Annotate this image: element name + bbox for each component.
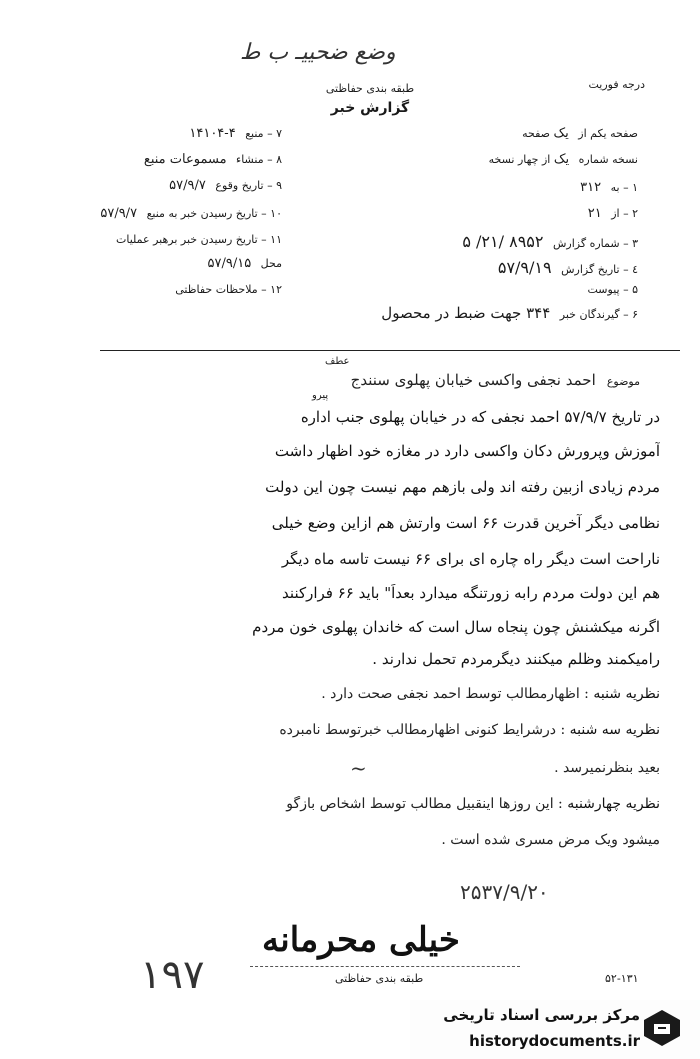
field-origin (144, 152, 282, 167)
field-ops-received-label: ۱۱ – تاریخ رسیدن خبر برهبر عملیات (116, 233, 282, 246)
field-event-date-value: ۵۷/۹/۷ (169, 178, 206, 193)
field-copy-label: نسخه شماره (578, 153, 638, 166)
field-to (580, 180, 638, 195)
field-attachment-label: ۵ – پیوست (587, 283, 638, 296)
classification-bottom: طبقه بندی حفاظتی (335, 972, 424, 985)
body-line-1: در تاریخ ۵۷/۹/۷ احمد نجفی که در خیابان پهلوی جنب اداره (300, 408, 660, 426)
field-source-value: ۴-۱۴۱۰۴ (189, 126, 236, 141)
field-ops-received-date (110, 232, 282, 247)
field-security-notes (169, 282, 282, 297)
field-recipients-label: ۶ – گیرندگان خبر (559, 308, 638, 321)
comment-saturday-label: نظریه شنبه (593, 686, 660, 702)
body-line-5: ناراحت است دیگر راه چاره ای برای ۶۶ نیست تاسه ماه دیگر (281, 550, 660, 568)
field-source-received-date (100, 206, 282, 221)
field-copy-suffix: از چهار نسخه (488, 153, 551, 166)
comment-wednesday-text: : این روزها اینقبیل مطالب توسط اشخاص بازگو (286, 796, 563, 812)
report-title: گزارش خبر (330, 100, 410, 116)
field-page-value: یک (553, 126, 569, 141)
field-page-label: صفحه یکم از (578, 127, 638, 140)
comment-wednesday (40, 796, 660, 812)
field-report-date (498, 258, 638, 277)
field-event-date-label: ۹ – تاریخ وقوع (215, 179, 282, 192)
field-report-number (462, 232, 638, 251)
field-attachment (582, 282, 639, 297)
comment-wednesday-cont (40, 832, 660, 848)
field-source (189, 126, 282, 141)
comment-saturday (40, 686, 660, 702)
field-security-notes-label: ۱۲ – ملاحظات حفاظتی (175, 283, 282, 296)
subject-value: احمد نجفی واکسی خیابان پهلوی سنندج (350, 371, 596, 389)
field-page (522, 126, 638, 141)
field-source-label: ۷ – منبع (245, 127, 282, 140)
field-source-received-value: ۵۷/۹/۷ (100, 206, 138, 221)
subject-label: موضوع (606, 375, 640, 388)
field-place (208, 256, 283, 271)
comment-tuesday-cont-text: بعید بنظرنمیرسد . (554, 760, 660, 776)
field-origin-value: مسموعات منبع (143, 152, 227, 167)
comment-tuesday-text: : درشرایط کنونی اظهارمطالب خبرتوسط نامبرده (279, 722, 566, 738)
comment-wednesday-label: نظریه چهارشنبه (567, 796, 660, 812)
body-line-3: مردم زیادی ازبین رفته اند ولی بازهم مهم نیست چون این دولت (265, 478, 660, 496)
field-recipients (381, 304, 638, 322)
comment-tuesday-label: نظریه سه شنبه (569, 722, 660, 738)
comment-tuesday (40, 722, 660, 738)
handwritten-date: ۲۵۳۷/۹/۲۰ (460, 880, 549, 904)
field-from (588, 206, 638, 221)
comment-wednesday-cont-text: میشود ویک مرض مسری شده است . (441, 832, 660, 848)
subject-insert-top: عطف (325, 356, 350, 367)
body-line-2: آموزش وپرورش دکان واکسی دارد در مغازه خود اظهار داشت (274, 442, 660, 460)
field-from-value: ۲۱ (587, 206, 602, 221)
archive-name: مرکز بررسی اسناد تاریخی (443, 1006, 640, 1024)
archive-url[interactable]: historydocuments.ir (469, 1032, 640, 1050)
header-divider (100, 350, 680, 351)
field-origin-label: ۸ – منشاء (236, 153, 282, 166)
field-report-number-value: ۸۹۵۲ /۲۱/ ۵ (462, 232, 544, 251)
body-line-8: رامیکمند وظلم میکنند دیگرمردم تحمل ندارند . (372, 650, 660, 668)
field-recipients-value: ۳۴۴ جهت ضبط در محصول (381, 304, 551, 322)
field-report-date-label: ٤ – تاریخ گزارش (561, 263, 638, 276)
archive-logo-icon (640, 1006, 684, 1050)
field-report-date-value: ۵۷/۹/۱۹ (497, 258, 552, 277)
body-line-7: اگرنه میکشنش چون پنجاه سال است که خاندان پهلوی خون مردم (252, 618, 660, 636)
field-source-received-label: ۱۰ – تاریخ رسیدن خبر به منبع (146, 207, 282, 220)
body-line-4: نظامی دیگر آخرین قدرت ۶۶ است وارتش هم ازاین وضع خیلی (271, 514, 660, 532)
field-to-label: ۱ – به (610, 181, 638, 194)
subject-row (40, 370, 640, 389)
page-number-handwritten: ۱۹۷ (140, 952, 205, 998)
field-to-value: ۳۱۲ (580, 180, 602, 195)
initials-scribble: ~ (350, 756, 367, 780)
field-report-number-label: ۳ – شماره گزارش (552, 237, 638, 250)
field-copy (489, 152, 638, 167)
subject-insert-bottom: پیرو (312, 390, 329, 401)
top-scribble: وضع ضحییـ ب ط (240, 40, 396, 65)
field-place-label: محل (260, 257, 282, 270)
field-page-suffix: صفحه (522, 127, 550, 140)
stamp-underline (250, 966, 520, 967)
field-copy-value: یک (553, 152, 570, 167)
body-line-6: هم این دولت مردم رابه زورتنگه میدارد بعداً" باید ۶۶ فرارکنند (282, 584, 660, 602)
urgency-label: درجه فوریت (588, 78, 645, 91)
field-place-value: ۵۷/۹/۱۵ (207, 256, 252, 271)
field-from-label: ۲ – از (611, 207, 638, 220)
comment-saturday-text: : اظهارمطالب توسط احمد نجفی صحت دارد . (321, 686, 589, 702)
classification-stamp: خیلی محرمانه (262, 920, 460, 960)
form-code: ۵۲-۱۳۱ (605, 972, 639, 985)
classification-top: طبقه بندی حفاظتی (325, 82, 415, 95)
field-event-date (169, 178, 282, 193)
